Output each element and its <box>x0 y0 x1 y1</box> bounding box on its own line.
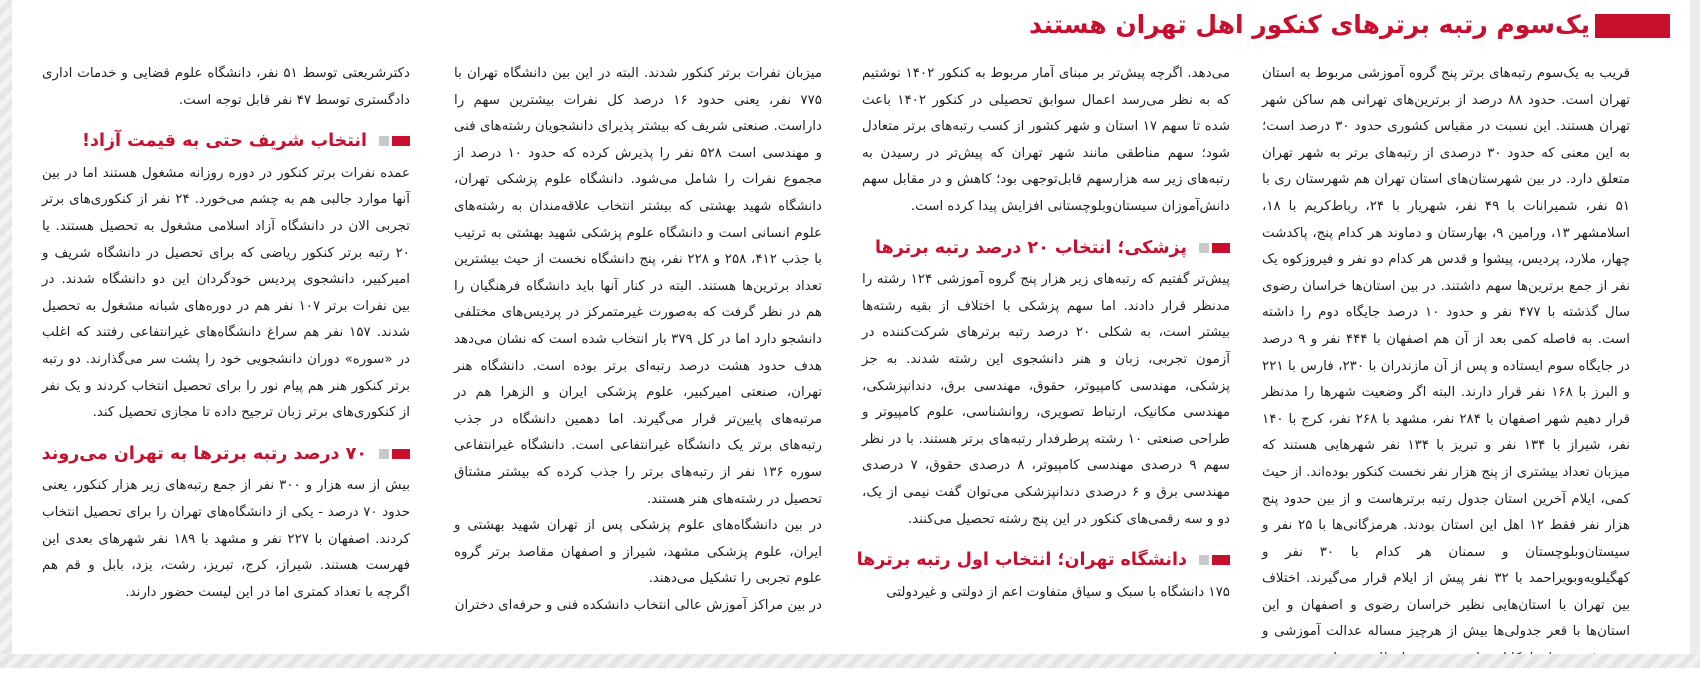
subheading <box>42 441 410 468</box>
subheading-text: انتخاب شریف حتی به قیمت آزاد! <box>82 131 367 152</box>
text-column-4 <box>42 61 410 646</box>
subheading <box>856 547 1230 574</box>
paragraph: دکترشریعتی توسط ۵۱ نفر، دانشگاه علوم قضایی و خدمات اداری دادگستری توسط ۴۷ نفر قابل توجه است. <box>42 66 411 108</box>
subheading <box>42 128 410 155</box>
paragraph: در بین مراکز آموزش عالی انتخاب دانشکده فنی و حرفه‌ای دختران <box>454 597 822 613</box>
paragraph: قریب به یک‌سوم رتبه‌های برتر پنج گروه آموزشی مربوط به استان تهران است. حدود ۸۸ درصد از برترین‌های تهرانی هم ساکن شهر تهران هستند. این نسبت در مقیاس کشوری حدود ۳۰ درصد است؛ به این معنی که حدود ۳۰ درصدی از رتبه‌های برتر به شهر تهران متعلق دارد. در بین شهرستان‌های استان تهران هم شهرستان ری با ۵۱ نفر، شمیرانات با ۴۹ نفر، شهریار با ۲۴، رباط‌کریم با ۱۸، اسلامشهر ۱۳، ورامین ۹، بهارستان و دماوند هر کدام پنج، پاکدشت چهار، ملارد، پردیس، پیشوا و قدس هر کدام دو نفر و فیروزکوه یک نفر از جمع برترین‌ها سهم داشتند. در بین استان‌ها خراسان رضوی سال گذشته با ۴۷۷ نفر و حدود ۱۰ درصد جایگاه دوم را داشته است. به فاصله کمی بعد از آن هم اصفهان با ۴۴۴ نفر و ۹ درصد در جایگاه سوم ایستاده و پس از آن مازندران با ۲۳۰، فارس با ۲۲۱ و البرز با ۱۶۸ نفر قرار دارند. البته اگر وضعیت شهرها را مدنظر قرار دهیم شهر اصفهان با ۲۸۴ نفر، مشهد با ۲۶۸ نفر، کرج با ۱۴۰ نفر، شیراز با ۱۳۴ نفر و تبریز با ۱۳۴ نفر شهرهایی هستند که میزبان تعداد بیشتری از پنج هزار نفر نخست کنکور بوده‌اند. از حیث کمی، ایلام آخرین استان جدول رتبه برترهاست و از بین حدود پنج هزار نفر فقط ۱۲ اهل این استان بودند. هرمزگانی‌ها با ۲۵ نفر و سیستان‌وبلوچستان و سمنان هر کدام با ۳۰ نفر و کهگیلویه‌وبویراحمد با ۳۲ نفر پیش از ایلام قرار می‌گیرند. اختلاف بین تهران با استان‌هایی نظیر خراسان رضوی و اصفهان و این استان‌ها با قعر جدولی‌ها بیش از هرچیز مساله عدالت آموزشی و <box>1262 66 1631 640</box>
subheading-text: ۷۰ درصد رتبه برترها به تهران می‌روند <box>41 443 367 464</box>
subheading-marker-icon <box>1199 555 1230 565</box>
subheading <box>862 235 1230 262</box>
text-column-3 <box>454 61 822 646</box>
bottom-page-strip <box>0 654 1700 668</box>
text-column-1 <box>1262 61 1630 646</box>
article-title: یک‌سوم رتبه برترهای کنکور اهل تهران هستند <box>1029 10 1590 39</box>
subheading-text: پزشکی؛ انتخاب ۲۰ درصد رتبه برترها <box>875 237 1187 258</box>
text-column-2 <box>856 61 1231 646</box>
left-page-edge <box>0 0 12 668</box>
paragraph: میزبان نفرات برتر کنکور شدند. البته در این بین دانشگاه تهران با ۷۷۵ نفر، یعنی حدود ۱۶ درصد کل نفرات بیشترین سهم را داراست. صنعتی شریف که بیشتر پذیرای دانشجویان رشته‌های فنی و مهندسی است ۵۲۸ نفر را پذیرش کرده که حدود ۱۰ درصد از مجموع نفرات را شامل می‌شود. دانشگاه علوم پزشکی تهران، دانشگاه شهید بهشتی که بیشتر انتخاب علاقه‌مندان به رشته‌های علوم انسانی است و دانشگاه علوم پزشکی شهید بهشتی به ترتیب با جذب ۴۱۲، ۲۵۸ و ۲۲۸ نفر، پنج دانشگاه نخست از حیث بیشترین تعداد برترین‌ها هستند. البته در کنار آنها باید دانشگاه فرهنگیان را هم در نظر گرفت که به‌صورت غیرمتمرکز در پردیس‌های مختلفی دانشجو دارد اما در کل ۳۷۹ بار انتخاب شده است که نشان می‌دهد هدف حدود هشت درصد رتبه‌ای برتر بوده است. دانشگاه هنر تهران، صنعتی امیرکبیر، علوم پزشکی ایران و الزهرا هم در مرتبه‌های پایین‌تر قرار می‌گیرند. اما دهمین دانشگاه در جذب رتبه‌های برتر یک دانشگاه غیرانتفاعی است. دانشگاه غیرانتفاعی سوره ۱۳۶ نفر از رتبه‌های برتر را جذب کرده که بیشتر مشتاق تحصیل در رشته‌های هنر هستند. <box>454 66 823 507</box>
paragraph: عمده نفرات برتر کنکور در دوره روزانه مشغول هستند اما در بین آنها موارد جالبی هم به چشم می‌خورد. ۲۴ نفر از کنکوری‌های برتر تجربی الان در دانشگاه آزاد اسلامی مشغول به تحصیل هستند. یا ۲۰ رتبه برتر کنکور ریاضی که برای تحصیل در دانشگاه شریف و امیرکبیر، دانشجوی پردیس خودگردان این دو دانشگاه شدند. در بین نفرات برتر ۱۰۷ نفر هم در دوره‌های شبانه مشغول به تحصیل شدند. ۱۵۷ نفر هم سراغ دانشگاه‌های غیرانتفاعی رفتند که اغلب در «سوره» دوران دانشجویی خود را پشت سر می‌گذارند. دو رتبه برتر کنکور هنر هم پیام نور را برای تحصیل انتخاب کردند و یک نفر از کنکوری‌های برتر زبان ترجیح داده تا مجازی تحصیل کند. <box>42 165 410 421</box>
title-accent-bar <box>1595 14 1670 38</box>
paragraph: پیش‌تر گفتیم که رتبه‌های زیر هزار پنج گروه آموزشی ۱۲۴ رشته را مدنظر قرار دادند. اما سهم پزشکی با اختلاف از بقیه رشته‌ها بیشتر است، به شکلی ۲۰ درصد رتبه برترهای شرکت‌کننده در آزمون تجربی، زبان و هنر دانشجوی این رشته شدند. به جز پزشکی، مهندسی کامپیوتر، حقوق، مهندسی برق، دندانپزشکی، مهندسی مکانیک، ارتباط تصویری، روانشناسی، علوم کامپیوتر و طراحی صنعتی ۱۰ رشته پرطرفدار رتبه‌های برتر هستند. با در نظر سهم ۹ درصدی مهندسی کامپیوتر، ۸ درصدی حقوق، ۷ درصدی مهندسی برق و ۶ درصدی دندانپزشکی می‌توان گفت نیمی از یک، دو و سه رقمی‌های کنکور در این پنج رشته تحصیل می‌کنند. <box>862 272 1231 527</box>
paragraph: ۱۷۵ دانشگاه با سبک و سیاق متفاوت اعم از دولتی و غیردولتی <box>886 584 1230 600</box>
subheading-marker-icon <box>1199 243 1230 253</box>
paragraph: بیش از سه هزار و ۳۰۰ نفر از جمع رتبه‌های زیر هزار کنکور، یعنی حدود ۷۰ درصد - یکی از دانشگاه‌های تهران را برای تحصیل انتخاب کردند. اصفهان با ۲۲۷ نفر و مشهد با ۱۸۹ نفر شهرهای بعدی این فهرست هستند. شیراز، کرج، تبریز، رشت، یزد، بابل و قم هم اگرچه با تعداد کمتری اما در این لیست حضور دارند. <box>42 478 411 600</box>
subheading-text: دانشگاه تهران؛ انتخاب اول رتبه برترها <box>856 550 1187 571</box>
paragraph: در بین دانشگاه‌های علوم پزشکی پس از تهران شهید بهشتی و ایران، علوم پزشکی مشهد، شیراز و اصفهان مقاصد برتر گروه علوم تجربی را تشکیل می‌دهند. <box>454 518 822 587</box>
paragraph: می‌دهد. اگرچه پیش‌تر بر مبنای آمار مربوط به کنکور ۱۴۰۲ نوشتیم که به نظر می‌رسد اعمال سوابق تحصیلی در کنکور ۱۴۰۲ باعث شده تا سهم ۱۷ استان و شهر کشور از کسب رتبه‌های برتر متعادل شود؛ سهم مناطقی مانند شهر تهران که پیش‌تر در رسیدن به رتبه‌های زیر سه هزارسهم قابل‌توجهی بود؛ کاهش و در مقابل سهم دانش‌آموزان سیستان‌وبلوچستانی افزایش پیدا کرده است. <box>862 66 1230 214</box>
subheading-marker-icon <box>379 449 410 459</box>
subheading-marker-icon <box>379 136 410 146</box>
right-page-edge <box>1690 0 1700 668</box>
